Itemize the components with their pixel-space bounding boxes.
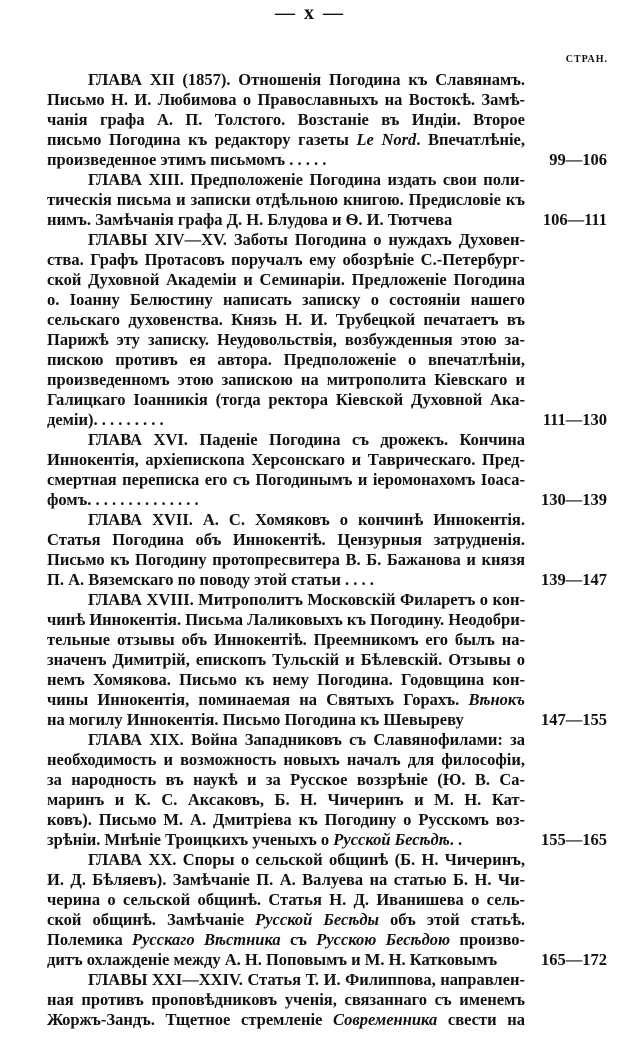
toc-line-text [47,790,525,810]
toc-line-text [88,170,525,190]
text-segment: ской Духовной Академіи и Семинаріи. Предложеніе Погодина [47,270,525,289]
toc-line [47,310,607,330]
toc-line-text [88,430,525,450]
toc-line [47,810,607,830]
toc-line [47,970,607,990]
toc-line-text [47,550,525,570]
page-range: 165—172 [541,950,607,969]
toc-line [47,510,607,530]
toc-line [47,710,607,730]
text-segment: ная противъ проповѣдниковъ ученія, связаннаго съ именемъ [47,990,525,1009]
text-segment: . Впечатлѣніе, [416,130,525,149]
toc-line-text [47,290,525,310]
toc-line [47,890,607,910]
text-segment: сельскаго духовенства. Князь Н. И. Трубецкой печатаетъ въ [47,310,525,329]
text-segment: Письмо Н. И. Любимова о Православныхъ на Востокѣ. Замѣ- [47,90,525,109]
toc-line-text [47,990,525,1010]
italic-title: Русской Бесѣды [255,910,379,929]
page-range: 111—130 [542,410,607,429]
text-segment: смертная переписка его съ Погодинымъ и іеромонахомъ Іоаса- [47,470,525,489]
toc-line-text [88,850,525,870]
toc-line-text [47,1010,525,1030]
toc-line [47,770,607,790]
text-segment: ГЛАВА XVII. А. С. Хомяковъ о кончинѣ Иннокентія. [88,510,525,529]
text-segment: Жоржъ-Зандъ. Тщетное стремленіе [47,1010,334,1029]
text-segment: ГЛАВА XVI. Паденіе Погодина съ дрожекъ. Кончина [88,430,525,449]
toc-line-text [47,770,525,790]
toc-line-text [88,730,525,750]
toc-line-text [47,950,525,970]
table-of-contents [47,70,607,1030]
toc-line [47,730,607,750]
text-segment: чины Иннокентія, поминаемая на Святыхъ Горахъ. [47,690,469,709]
text-segment: ГЛАВА XVIII. Митрополитъ Московскій Филаретъ о кон- [88,590,525,609]
page-range: 147—155 [541,710,607,729]
toc-line [47,650,607,670]
toc-line-text [47,310,525,330]
toc-line-text [47,450,525,470]
italic-title: Русскаго Вѣстника [132,930,281,949]
toc-line [47,430,607,450]
text-segment: за народность въ наукѣ и за Русское воззрѣніе (Ю. В. Са- [47,770,525,789]
toc-line [47,610,607,630]
italic-title: Русскою Бесѣдою [316,930,451,949]
toc-line [47,1010,607,1030]
text-segment: произведенномъ этою запискою на митрополита Кіевскаго и [47,370,525,389]
toc-line-text [47,150,525,170]
toc-line [47,270,607,290]
text-segment: ГЛАВА XII (1857). Отношенія Погодина къ Славянамъ. [88,70,525,89]
toc-line-text [47,690,525,710]
page-range: 106—111 [542,210,607,229]
toc-line [47,390,607,410]
toc-line-text [88,510,525,530]
text-segment: Галицкаго Іоанникія (тогда ректора Кіевской Духовной Ака- [47,390,525,409]
text-segment: ковъ). Письмо М. А. Дмитріева къ Погодину о Русскомъ воз- [47,810,525,829]
text-segment: тельные отзывы объ Иннокентіѣ. Преемникомъ его былъ на- [47,630,525,649]
toc-line [47,130,607,150]
text-segment: тическія письма и записки отдѣльною книгою. Предисловіе къ [47,190,525,209]
toc-line [47,150,607,170]
text-segment: П. А. Вяземскаго по поводу этой статьи . . . . [47,570,374,589]
text-segment: ГЛАВА XIX. Война Западниковъ съ Славянофилами: за [88,730,525,749]
toc-line [47,930,607,950]
toc-line [47,470,607,490]
toc-line [47,670,607,690]
toc-line-text [47,210,525,230]
text-segment: зрѣніи. Мнѣніе Троицкихъ ученыхъ о [47,830,334,849]
toc-line [47,830,607,850]
toc-line [47,990,607,1010]
toc-line-text [47,270,525,290]
italic-title: Современника [333,1010,438,1029]
toc-line [47,590,607,610]
toc-line [47,410,607,430]
text-segment: ГЛАВА XIII. Предположеніе Погодина издать свои поли- [88,170,525,189]
page-range: 99—106 [549,150,607,169]
toc-line [47,570,607,590]
text-segment: пискою противъ ея автора. Предположеніе о впечатлѣніи, [47,350,525,369]
toc-line-text [47,930,525,950]
toc-line-text [88,970,525,990]
toc-line-text [47,110,525,130]
toc-line [47,630,607,650]
text-segment: фомъ. . . . . . . . . . . . . . [47,490,199,509]
toc-line [47,790,607,810]
text-segment: И. Д. Бѣляевъ). Замѣчаніе П. А. Валуева на статью Б. Н. Чи- [47,870,525,889]
toc-line [47,250,607,270]
text-segment: письмо Погодина къ редактору газеты [47,130,357,149]
toc-line-text [47,750,525,770]
toc-line-text [47,190,525,210]
toc-line-text [47,870,525,890]
text-segment: ства. Графъ Протасовъ поручалъ ему обозрѣніе С.-Петербург- [47,250,525,269]
toc-line [47,530,607,550]
text-segment: произведенное этимъ письмомъ . . . . . [47,150,327,169]
text-segment: Письмо къ Погодину протопресвитера В. Б. Бажанова и князя [47,550,525,569]
italic-title: Le Nord [356,130,417,149]
toc-line-text [47,910,525,930]
text-segment: . . [449,830,463,849]
text-segment: Статья Погодина объ Иннокентіѣ. Цензурныя затрудненія. [47,530,525,549]
toc-line-text [47,470,525,490]
toc-line-text [47,330,525,350]
toc-line [47,870,607,890]
toc-line [47,850,607,870]
toc-line [47,950,607,970]
toc-line-text [47,830,525,850]
toc-line-text [47,650,525,670]
page-number-header: — x — [275,2,345,24]
text-segment: ГЛАВА XX. Споры о сельской общинѣ (Б. Н. Чичеринъ, [88,850,525,869]
toc-line [47,230,607,250]
toc-line [47,910,607,930]
italic-title: Вѣнокъ [468,690,525,709]
text-segment: необходимость и возможность новыхъ началъ для философіи, [47,750,525,769]
text-segment: чинѣ Иннокентія. Письма Лаликовыхъ къ Погодину. Неодобри- [47,610,526,629]
toc-line [47,110,607,130]
text-segment: свести на [437,1010,525,1029]
text-segment: черина о сельской общинѣ. Статья Н. Д. Иванишева о сель- [47,890,525,909]
text-segment: немъ Хомякова. Письмо къ нему Погодина. Годовщина кон- [47,670,525,689]
pages-column-label: СТРАН. [565,54,608,65]
toc-line [47,450,607,470]
toc-line [47,170,607,190]
page-range: 130—139 [541,490,607,509]
toc-line [47,370,607,390]
toc-line-text [47,370,525,390]
toc-line [47,690,607,710]
text-segment: ской общинѣ. Замѣчаніе [47,910,256,929]
text-segment: чанія графа А. П. Толстого. Возстаніе въ Индіи. Второе [47,110,525,129]
italic-title: Русской Бесѣдѣ [333,830,450,849]
toc-line [47,210,607,230]
toc-line-text [47,810,525,830]
toc-line-text [47,250,525,270]
toc-line-text [47,350,525,370]
toc-line-text [47,130,525,150]
text-segment: деміи). . . . . . . . . [47,410,164,429]
toc-line [47,550,607,570]
text-segment: Иннокентія, архіепископа Херсонскаго и Таврическаго. Пред- [47,450,525,469]
text-segment: ГЛАВЫ XIV—XV. Заботы Погодина о нуждахъ Духовен- [88,230,525,249]
text-segment: Парижѣ эту записку. Неудовольствія, возбужденныя этою за- [47,330,525,349]
text-segment: дитъ охлажденіе между А. Н. Поповымъ и М. Н. Катковымъ [47,950,498,969]
text-segment: нимъ. Замѣчанія графа Д. Н. Блудова и Ѳ. И. Тютчева [47,210,453,229]
toc-line [47,70,607,90]
text-segment: объ этой статьѣ. [378,910,525,929]
toc-line-text [47,490,525,510]
toc-line [47,290,607,310]
text-segment: Полемика [47,930,133,949]
toc-line-text [47,390,525,410]
toc-line [47,190,607,210]
toc-line [47,750,607,770]
text-segment: о. Іоанну Белюстину написать записку о состояніи нашего [47,290,525,309]
page-range: 155—165 [541,830,607,849]
text-segment: значенъ Димитрій, епископъ Тульскій и Бѣлевскій. Отзывы о [47,650,525,669]
toc-line-text [88,70,525,90]
text-segment: маринъ и К. С. Аксаковъ, Б. Н. Чичеринъ и М. Н. Кат- [47,790,525,809]
toc-line [47,330,607,350]
toc-line [47,90,607,110]
toc-line-text [88,230,525,250]
text-segment: на могилу Иннокентія. Письмо Погодина къ Шевыреву [47,710,464,729]
toc-line-text [47,530,525,550]
text-segment: ГЛАВЫ XXI—XXIV. Статья Т. И. Филиппова, направлен- [88,970,525,989]
toc-line [47,490,607,510]
toc-line-text [88,590,525,610]
toc-line-text [47,570,525,590]
toc-line-text [47,610,525,630]
text-segment: произво- [450,930,525,949]
toc-line-text [47,890,525,910]
page-range: 139—147 [541,570,607,589]
toc-line-text [47,630,525,650]
toc-line-text [47,670,525,690]
toc-line-text [47,410,525,430]
toc-line-text [47,710,525,730]
toc-line-text [47,90,525,110]
toc-line [47,350,607,370]
text-segment: съ [280,930,317,949]
